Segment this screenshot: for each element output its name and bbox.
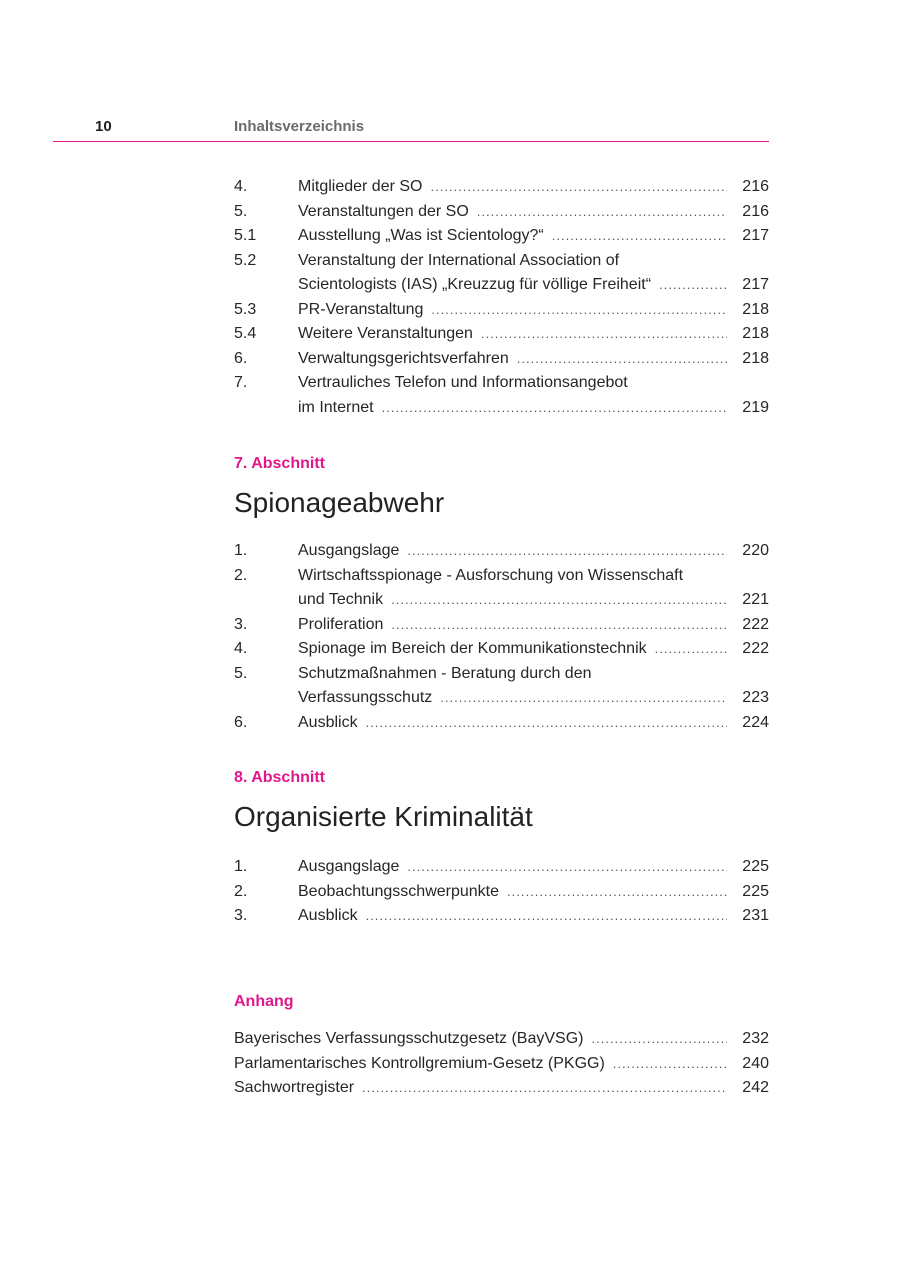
dot-leader [391,588,727,613]
dot-leader [382,396,727,421]
toc-title: Sachwortregister [234,1079,355,1096]
toc-block-spionageabwehr [234,539,769,735]
toc-block-scientology [234,175,769,420]
dot-leader [477,200,727,225]
toc-block-kriminalitaet [234,855,769,929]
toc-title: Weitere Veranstaltungen [298,325,473,342]
toc-page: 217 [742,276,769,293]
toc-title: Verwaltungsgerichtsverfahren [298,349,509,367]
toc-page: 221 [742,591,769,608]
toc-number: 3. [234,615,248,633]
toc-number: 2. [234,566,248,584]
toc-title: Vertrauliches Telefon und Informationsangebot [298,374,628,391]
toc-title: Scientologists (IAS) „Kreuzzug für völlige Freiheit“ [298,276,652,293]
dot-leader [655,637,727,662]
toc-number: 4. [234,640,248,657]
appendix-label: Anhang [234,993,294,1010]
dot-leader [366,711,727,736]
toc-row[interactable] [234,662,769,687]
dot-leader [362,1076,727,1101]
toc-row[interactable] [234,637,769,662]
toc-title: Veranstaltung der International Association of [298,251,620,269]
toc-title: und Technik [298,591,384,608]
toc-number: 4. [234,178,248,195]
toc-title: Parlamentarisches Kontrollgremium-Gesetz (PKGG) [234,1054,605,1072]
toc-number: 5.2 [234,251,257,269]
toc-row[interactable] [234,539,769,564]
toc-row[interactable] [234,613,769,638]
toc-page: 218 [742,325,769,342]
section-label: 7. Abschnitt [234,455,325,472]
toc-title: im Internet [298,398,374,416]
dot-leader [659,273,727,298]
toc-page: 218 [742,300,769,318]
toc-row[interactable] [234,855,769,880]
toc-row[interactable] [234,298,769,323]
toc-page: 216 [742,202,769,220]
toc-number: 5.4 [234,325,257,342]
toc-title: Mitglieder der SO [298,178,423,195]
toc-title: Proliferation [298,615,384,633]
toc-row[interactable] [234,564,769,589]
toc-page: 222 [742,615,769,633]
toc-number: 7. [234,374,248,391]
toc-title: Ausblick [298,713,358,731]
dot-leader [517,347,727,372]
toc-page: 217 [742,227,769,244]
toc-row-continuation[interactable] [234,686,769,711]
dot-leader [366,904,727,929]
toc-title: Spionage im Bereich der Kommunikationstechnik [298,640,647,657]
toc-number: 5.1 [234,227,257,244]
dot-leader [440,686,727,711]
toc-row[interactable] [234,322,769,347]
section-label: 8. Abschnitt [234,769,325,786]
page-number: 10 [95,118,112,135]
toc-row[interactable] [234,1076,769,1101]
toc-title: Ausgangslage [298,542,400,559]
toc-number: 5. [234,664,248,682]
dot-leader [431,175,728,200]
toc-page: 218 [742,349,769,367]
toc-row[interactable] [234,371,769,396]
dot-leader [407,539,727,564]
toc-page: 224 [742,713,769,731]
toc-page: 219 [742,398,769,416]
toc-row[interactable] [234,347,769,372]
toc-row[interactable] [234,711,769,736]
toc-page: 242 [742,1079,769,1096]
toc-page: 222 [742,640,769,657]
toc-page: 220 [742,542,769,559]
header-rule [53,141,769,142]
toc-page: 225 [742,858,769,875]
section-title: Spionageabwehr [234,487,445,518]
dot-leader [481,322,727,347]
running-title: Inhaltsverzeichnis [234,118,365,135]
toc-number: 1. [234,542,248,559]
toc-number: 5.3 [234,300,257,318]
toc-number: 5. [234,202,248,220]
section-title: Organisierte Kriminalität [234,801,533,832]
toc-page: 232 [742,1030,769,1047]
dot-leader [407,855,727,880]
toc-row[interactable] [234,249,769,274]
toc-title: Veranstaltungen der SO [298,202,469,220]
toc-title: Beobachtungsschwerpunkte [298,882,500,900]
dot-leader [592,1027,728,1052]
toc-row[interactable] [234,1052,769,1077]
toc-row[interactable] [234,175,769,200]
toc-title: PR-Veranstaltung [298,300,424,318]
toc-row[interactable] [234,904,769,929]
toc-title: Bayerisches Verfassungsschutzgesetz (BayVSG) [234,1030,584,1047]
toc-title: Wirtschaftsspionage - Ausforschung von Wissenschaft [298,566,684,584]
dot-leader [552,224,727,249]
toc-row[interactable] [234,1027,769,1052]
toc-page: 231 [742,907,769,924]
toc-row-continuation[interactable] [234,588,769,613]
toc-title: Ausstellung „Was ist Scientology?“ [298,227,544,244]
toc-page: 216 [742,178,769,195]
toc-title: Schutzmaßnahmen - Beratung durch den [298,664,592,682]
toc-page: 240 [742,1054,769,1072]
page-header [0,0,900,142]
dot-leader [431,298,727,323]
toc-title: Ausblick [298,907,358,924]
toc-row-continuation[interactable] [234,273,769,298]
toc-number: 3. [234,907,248,924]
toc-number: 2. [234,882,248,900]
dot-leader [507,880,727,905]
dot-leader [391,613,727,638]
toc-number: 6. [234,713,248,731]
dot-leader [613,1052,727,1077]
toc-row[interactable] [234,224,769,249]
toc-row[interactable] [234,200,769,225]
toc-page: 223 [742,689,769,706]
toc-row[interactable] [234,880,769,905]
toc-block-anhang [234,1027,769,1101]
toc-row-continuation[interactable] [234,396,769,421]
toc-title: Verfassungsschutz [298,689,433,706]
toc-number: 1. [234,858,248,875]
toc-page: 225 [742,882,769,900]
toc-title: Ausgangslage [298,858,400,875]
toc-number: 6. [234,349,248,367]
